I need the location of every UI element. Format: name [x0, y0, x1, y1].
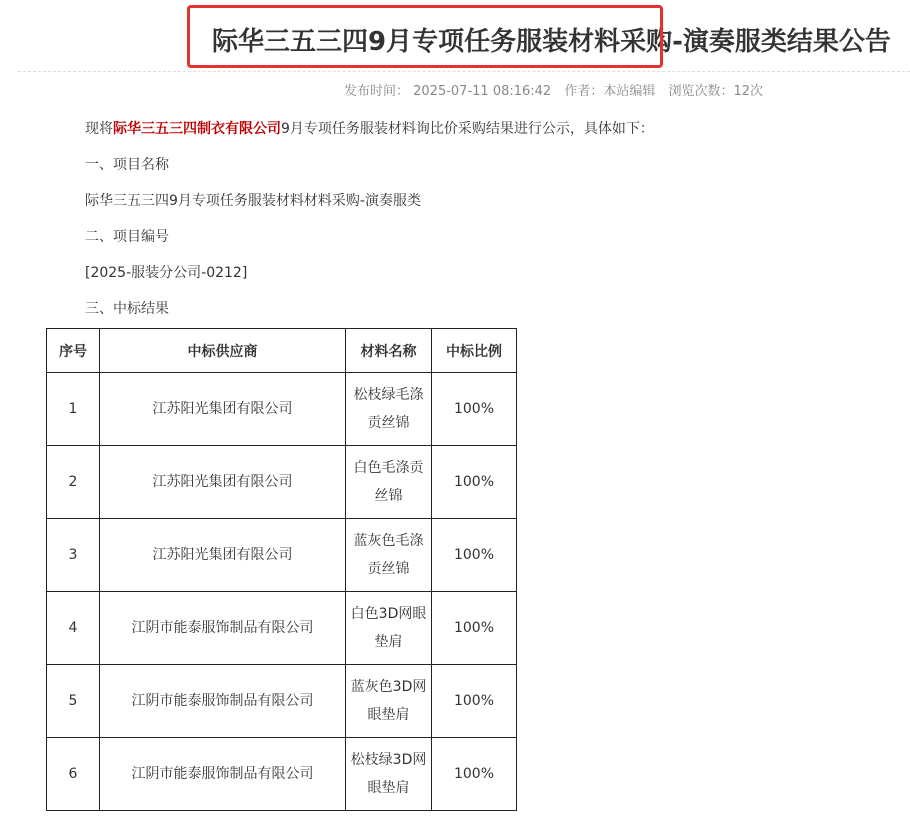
cell-no: 3 — [47, 519, 100, 592]
header-divider — [18, 71, 910, 72]
cell-material — [346, 592, 432, 665]
table-row — [47, 738, 517, 811]
cell-no: 2 — [47, 446, 100, 519]
intro-prefix: 现将 — [85, 121, 113, 137]
material-text: 松枝绿毛涤贡丝锦 — [353, 387, 424, 431]
material-text: 白色3D网眼垫肩 — [350, 606, 427, 650]
cell-ratio: 100% — [432, 446, 517, 519]
article-meta — [344, 80, 772, 99]
table-row — [47, 519, 517, 592]
cell-ratio: 100% — [432, 665, 517, 738]
section-result-heading: 三、中标结果 — [85, 301, 169, 317]
result-table — [46, 328, 517, 811]
material-text: 蓝灰色3D网眼垫肩 — [350, 679, 427, 723]
material-text: 白色毛涤贡丝锦 — [353, 460, 424, 504]
cell-no: 1 — [47, 373, 100, 446]
cell-supplier: 江苏阳光集团有限公司 — [100, 446, 346, 519]
cell-material — [346, 373, 432, 446]
cell-supplier: 江阴市能泰服饰制品有限公司 — [100, 592, 346, 665]
table-row — [47, 446, 517, 519]
cell-supplier: 江阴市能泰服饰制品有限公司 — [100, 665, 346, 738]
article-header — [0, 0, 910, 75]
intro-paragraph — [85, 118, 654, 138]
view-count: 浏览次数：12次 — [668, 84, 764, 99]
cell-no: 6 — [47, 738, 100, 811]
table-header-row — [47, 329, 517, 373]
cell-no: 5 — [47, 665, 100, 738]
cell-material — [346, 519, 432, 592]
publish-time: 发布时间： 2025-07-11 08:16:42 — [344, 84, 552, 99]
cell-supplier: 江阴市能泰服饰制品有限公司 — [100, 738, 346, 811]
project-number: [2025-服装分公司-0212] — [85, 265, 248, 281]
header-supplier: 中标供应商 — [100, 329, 346, 373]
header-no: 序号 — [47, 329, 100, 373]
section-project-number-heading: 二、项目编号 — [85, 229, 169, 245]
cell-supplier: 江苏阳光集团有限公司 — [100, 373, 346, 446]
material-text: 蓝灰色毛涤贡丝锦 — [353, 533, 424, 577]
cell-ratio: 100% — [432, 592, 517, 665]
material-text: 松枝绿3D网眼垫肩 — [350, 752, 427, 796]
header-ratio: 中标比例 — [432, 329, 517, 373]
cell-material — [346, 738, 432, 811]
cell-material — [346, 446, 432, 519]
cell-no: 4 — [47, 592, 100, 665]
cell-ratio: 100% — [432, 738, 517, 811]
table-row — [47, 373, 517, 446]
cell-ratio: 100% — [432, 373, 517, 446]
section-project-name-heading: 一、项目名称 — [85, 157, 169, 173]
article-title: 际华三五三四9月专项任务服装材料采购-演奏服类结果公告 — [212, 27, 891, 57]
cell-supplier: 江苏阳光集团有限公司 — [100, 519, 346, 592]
table-row — [47, 592, 517, 665]
table-row — [47, 665, 517, 738]
project-name: 际华三五三四9月专项任务服装材料材料采购-演奏服类 — [85, 193, 421, 209]
cell-material — [346, 665, 432, 738]
header-material: 材料名称 — [346, 329, 432, 373]
cell-ratio: 100% — [432, 519, 517, 592]
author: 作者：本站编辑 — [564, 84, 656, 99]
intro-company: 际华三五三四制衣有限公司 — [113, 121, 281, 137]
intro-suffix: 9月专项任务服装材料询比价采购结果进行公示，具体如下： — [281, 121, 654, 137]
